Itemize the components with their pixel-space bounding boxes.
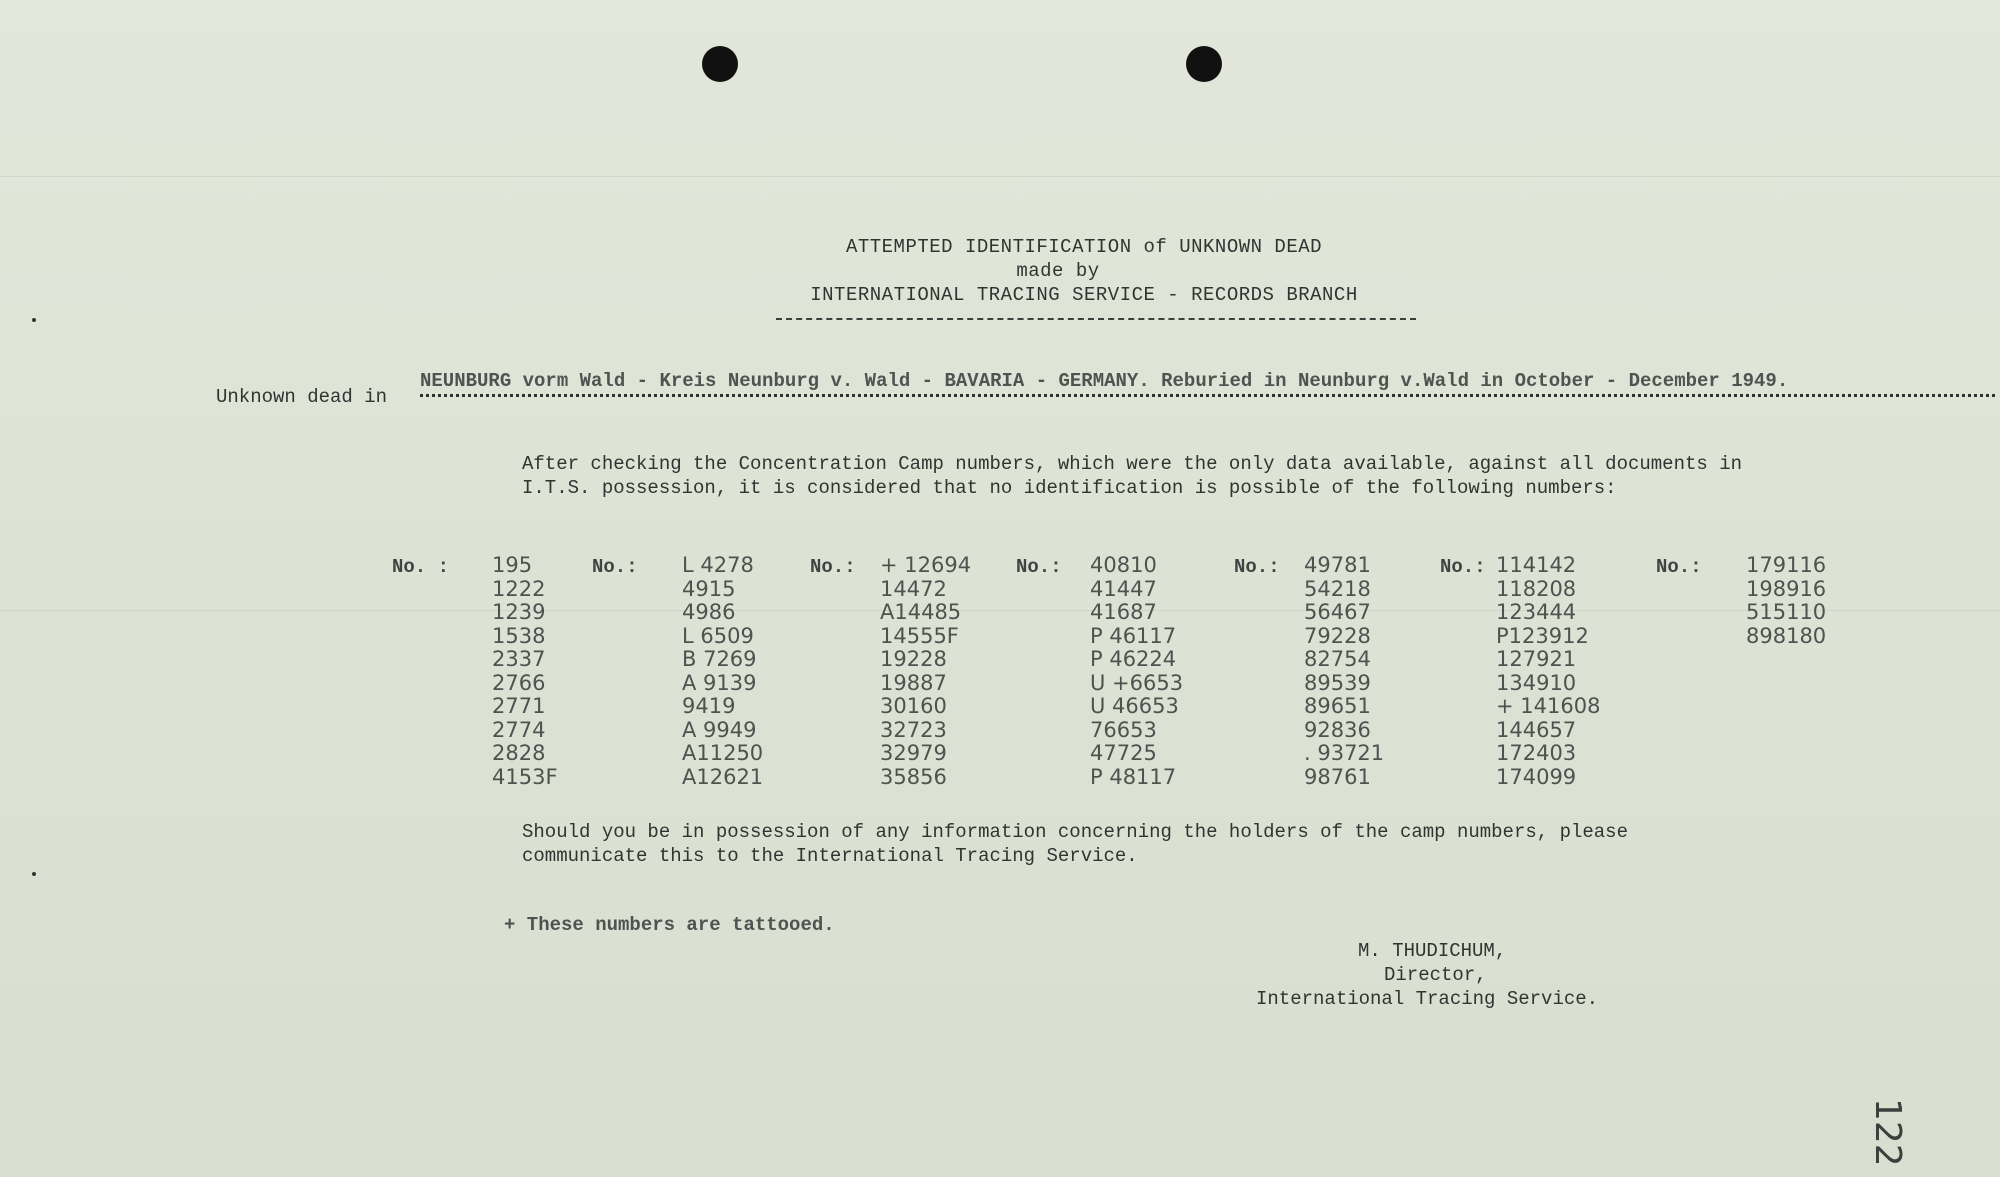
camp-number: 30160	[880, 694, 947, 718]
number-column	[492, 554, 558, 789]
camp-number: 123444	[1496, 600, 1577, 624]
camp-number: 47725	[1090, 741, 1157, 765]
number-column	[682, 554, 763, 789]
made-by-line: made by	[1016, 260, 1100, 282]
camp-number: P 46224	[1090, 647, 1177, 671]
number-column	[1090, 554, 1183, 789]
camp-number: + 12694	[880, 553, 972, 577]
camp-number: 41447	[1090, 576, 1157, 601]
request-paragraph: Should you be in possession of any information concerning the holders of the camp numbers, please communicate this to the International Tracing Service.	[522, 821, 1628, 867]
camp-number: 515110	[1746, 600, 1827, 624]
camp-number: 32979	[880, 741, 947, 765]
camp-number: 4915	[682, 576, 736, 601]
column-label: No.:	[1440, 556, 1486, 578]
location-value: NEUNBURG vorm Wald - Kreis Neunburg v. Wald - BAVARIA - GERMANY. Reburied in Neunburg v.Wald in October - December 1949.	[420, 370, 1995, 397]
camp-number: 1239	[492, 600, 546, 624]
camp-number: 35856	[880, 764, 947, 789]
camp-number: 195	[492, 553, 533, 577]
header-divider	[776, 318, 1416, 320]
camp-number: A 9949	[682, 717, 757, 742]
camp-number: 127921	[1496, 647, 1577, 671]
camp-number: L 6509	[682, 623, 754, 648]
camp-number: 114142	[1496, 553, 1577, 577]
edge-mark	[32, 872, 36, 876]
camp-number: U 46653	[1090, 694, 1179, 718]
camp-number: 19887	[880, 670, 947, 695]
camp-number: 2771	[492, 694, 546, 718]
camp-number: L 4278	[682, 553, 754, 577]
punch-hole	[1186, 46, 1222, 82]
camp-number: 1222	[492, 576, 546, 601]
number-column	[1746, 554, 1826, 648]
punch-hole	[702, 46, 738, 82]
camp-number: 118208	[1496, 576, 1577, 601]
camp-number: A14485	[880, 600, 962, 624]
number-column	[880, 554, 971, 789]
location-label: Unknown dead in	[216, 386, 388, 408]
camp-number: P 48117	[1090, 764, 1177, 789]
camp-number: 40810	[1090, 553, 1157, 577]
tattoo-footnote: + These numbers are tattooed.	[504, 914, 835, 936]
camp-number: 198916	[1746, 576, 1827, 601]
camp-number: 898180	[1746, 623, 1827, 648]
camp-number: 174099	[1496, 764, 1577, 789]
camp-number: 179116	[1746, 553, 1827, 577]
camp-number: 92836	[1304, 717, 1371, 742]
page-number: 122	[1867, 1098, 1908, 1167]
camp-number: A11250	[682, 741, 764, 765]
signatory-organization: International Tracing Service.	[1256, 988, 1599, 1010]
camp-number: 14555F	[880, 623, 959, 648]
camp-number: 1538	[492, 623, 546, 648]
number-column	[1304, 554, 1384, 789]
column-label: No.:	[592, 556, 638, 578]
camp-number: 49781	[1304, 553, 1371, 577]
camp-number: P123912	[1496, 623, 1589, 648]
column-label: No.:	[810, 556, 856, 578]
number-column	[1496, 554, 1600, 789]
camp-number: P 46117	[1090, 623, 1177, 648]
camp-number: 9419	[682, 694, 736, 718]
column-label: No.:	[1234, 556, 1280, 578]
camp-number: 2774	[492, 717, 546, 742]
signatory-name: M. THUDICHUM,	[1358, 940, 1507, 962]
camp-number: A 9139	[682, 670, 757, 695]
camp-number: 79228	[1304, 623, 1371, 648]
column-label: No.:	[1016, 556, 1062, 578]
camp-number: A12621	[682, 764, 764, 789]
camp-number: 172403	[1496, 741, 1577, 765]
camp-number: 144657	[1496, 717, 1577, 742]
document-title: ATTEMPTED IDENTIFICATION of UNKNOWN DEAD	[845, 236, 1323, 258]
camp-number: + 141608	[1496, 694, 1601, 718]
camp-number: 32723	[880, 717, 947, 742]
camp-number: 98761	[1304, 764, 1371, 789]
edge-mark	[32, 318, 36, 322]
paper-crease	[0, 176, 2000, 177]
camp-number: U +6653	[1090, 670, 1184, 695]
camp-number: 54218	[1304, 576, 1371, 601]
camp-number: 14472	[880, 576, 947, 601]
camp-number: 56467	[1304, 600, 1371, 624]
camp-number: B 7269	[682, 647, 757, 671]
camp-number: 89651	[1304, 694, 1371, 718]
camp-number: 19228	[880, 647, 947, 671]
camp-number: 41687	[1090, 600, 1157, 624]
column-label: No. :	[392, 556, 450, 578]
intro-paragraph: After checking the Concentration Camp numbers, which were the only data available, against all documents in I.T.S. possession, it is considered that no identification is possible of the following numbers:	[522, 453, 1742, 499]
camp-number: 82754	[1304, 647, 1371, 671]
camp-number: 2828	[492, 741, 546, 765]
camp-number: 2337	[492, 647, 546, 671]
camp-number: 89539	[1304, 670, 1371, 695]
camp-number: 134910	[1496, 670, 1577, 695]
paper-crease	[0, 610, 2000, 611]
issuing-organization: INTERNATIONAL TRACING SERVICE - RECORDS BRANCH	[810, 284, 1358, 306]
camp-number: 2766	[492, 670, 546, 695]
camp-number: 4986	[682, 600, 736, 624]
signatory-title: Director,	[1384, 964, 1487, 986]
camp-number: 76653	[1090, 717, 1157, 742]
camp-number: . 93721	[1304, 741, 1385, 765]
column-label: No.:	[1656, 556, 1702, 578]
camp-number: 4153F	[492, 764, 558, 789]
